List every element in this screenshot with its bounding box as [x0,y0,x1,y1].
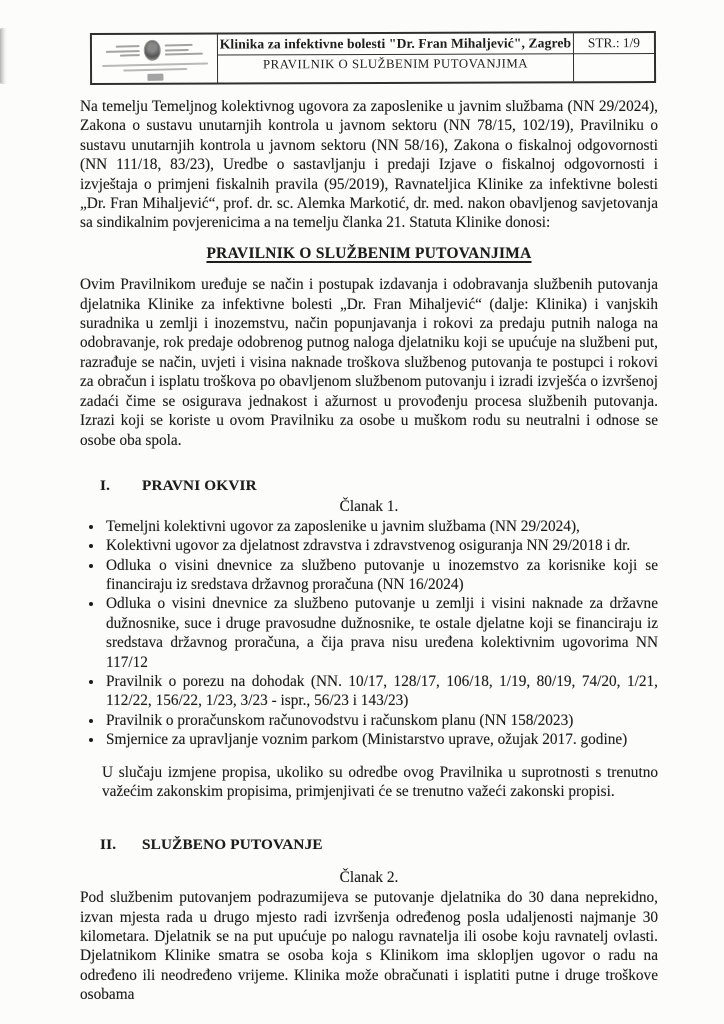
business-travel-paragraph: Pod službenim putovanjem podrazumijeva se putovanje djelatnika do 30 dana neprekidno, izvan mjesta rada u drugo mjesto radi izvršenja određenog posla udaljenosti najmanje 30 kilometara. Djelatnik se na put upućuje po nalogu ravnatelja ili osobe koju ravnatelj ovlasti. Djelatnikom Klinike smatra se osoba koja s Klinikom ima sklopljen ugovor o radu na određeno ili neodređeno vrijeme. Klinika može obračunati i isplatiti putne i druge troškove osobama [80,889,658,1004]
list-item: • Odluka o visini dnevnice za službeno putovanje u zemlji i visini naknade za državne dužnosnike, suce i druge pravosudne dužnosnike, te ostale djelatne koji se financiraju iz sredstava državnog proračuna, a čija prava nisu uređena kolektivnim ugovorima NN 117/12 [104,594,658,672]
header-doc-type: PRAVILNIK O SLUŽBENIM PUTOVANJIMA [262,56,529,72]
document-header-table [90,31,656,85]
document-title: PRAVILNIK O SLUŽBENIM PUTOVANJIMA [206,244,532,262]
article-2-label: Članak 2. [339,868,399,886]
section-2-numeral: II. [100,836,117,854]
list-item: • Kolektivni ugovor za djelatnost zdravstva i zdravstvenog osiguranja NN 29/2018 i dr. [104,536,658,555]
section-2-title: SLUŽBENO PUTOVANJE [142,836,323,854]
list-item: • Odluka o visini dnevnice za službeno putovanje u inozemstvo za korisnike koji se financiraju iz sredstava državnog proračuna (NN 16/2024) [104,556,658,595]
preamble-paragraph: Na temelju Temeljnog kolektivnog ugovora za zaposlenike u javnim službama (NN 29/2024), Zakona o sustavu unutarnjih kontrola u javnom sektoru (NN 78/15, 102/19), Pravilniku o sustavu unutarnjih kontrola u javnom sektoru (NN 58/16), Zakona o fiskalnoj odgovornosti (NN 111/18, 83/23), Uredbe o sastavljanju i predaji Izjave o fiskalnoj odgovornosti i izvještaja o primjeni fiskalnih pravila (95/2019), Ravnateljica Klinike za infektivne bolesti „Dr. Fran Mihaljević“, prof. dr. sc. Alemka Markotić, dr. med. nakon obavljenog savjetovanja sa sindikalnim povjerenicima a na temelju članka 21. Statuta Klinike donosi: [80,98,658,232]
clinic-stamp-logo [100,38,210,81]
page-number-label: STR.: 1/9 [574,33,654,54]
institution-name: Klinika za infektivne bolesti "Dr. Fran Mihaljević", Zagreb [218,33,573,55]
portrait-icon [144,40,162,61]
list-item: • Pravilnik o proračunskom računovodstvu i računskom planu (NN 158/2023) [104,711,658,730]
intro-paragraph: Ovim Pravilnikom uređuje se način i postupak izdavanja i odobravanja službenih putovanja djelatnika Klinike za infektivne bolesti „Dr. Fran Mihaljević“ (dalje: Klinika) i vanjskih suradnika u zemlji i inozemstvu, način popunjavanja i rokovi za predaju putnih naloga na odobravanje, rok predaje odobrenog putnog naloga djelatniku koji se upućuje na službeni put, razrađuje se način, uvjeti i visina naknade troškova službenog putovanja te postupci i rokovi za obračun i isplatu troškova po obavljenom službenom putovanju i izradi izvješća o izvršenoj zadaći čime se osigurava jednakost i ažurnost u provođenju procesa službenih putovanja. Izrazi koji se koriste u ovom Pravilniku za osobe u muškom rodu su neutralni i odnose se osobe oba spola. [80,276,658,449]
document-body [80,97,658,1005]
logo-cell [92,35,218,83]
section-1-title: PRAVNI OKVIR [142,476,257,494]
stamp-caption-line [123,68,187,72]
header-page-cell [574,33,654,81]
header-title-cell [218,33,574,82]
list-item: • Smjernice za upravljanje voznim parkom (Ministarstvo uprave, ožujak 2017. godine) [104,730,658,749]
stamp-text-left [106,45,140,57]
article-1-label: Članak 1. [339,498,399,516]
scan-artifact [0,28,7,84]
page-number-empty-cell [574,54,654,81]
section-2-heading [80,835,658,854]
list-item: • Temeljni kolektivni ugovor za zaposlenike u javnim službama (NN 29/2024), [104,517,658,536]
list-item: • Pravilnik o porezu na dohodak (NN. 10/17, 128/17, 106/18, 1/19, 80/19, 74/20, 1/21, 112/22, 156/22, 1/23, 3/23 - ispr., 56/23 i 143/23) [104,672,658,711]
stamp-caption-line [102,62,208,67]
stamp-text-right [165,44,203,56]
legal-sources-list [80,517,658,750]
section-1-heading [80,476,658,495]
section-1-numeral: I. [100,476,111,494]
note-paragraph: U slučaju izmjene propisa, ukoliko su odredbe ovog Pravilnika u suprotnosti s trenutno važećim zakonskim propisima, primjenjivati će se trenutno važeći zakonski propisi. [102,763,658,800]
stamp-year-mark [147,73,163,80]
